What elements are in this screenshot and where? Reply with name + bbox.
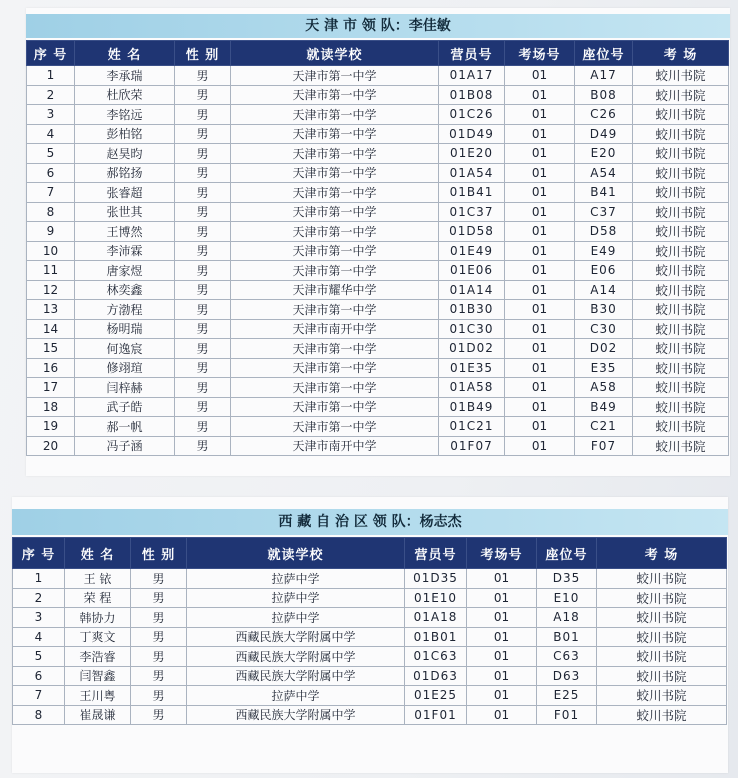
cell-school: 天津市第一中学 [231,66,439,86]
cell-venue: 蛟川书院 [633,319,729,339]
cell-index: 3 [27,105,75,125]
tibet-section [12,497,728,773]
table-row [27,241,729,261]
table-row [27,66,729,86]
cell-seat-no: A14 [575,280,633,300]
col-header-venue: 考 场 [597,538,727,569]
cell-seat-no: F07 [575,436,633,456]
cell-seat-no: E35 [575,358,633,378]
cell-gender: 男 [131,608,187,628]
cell-school: 天津市第一中学 [231,300,439,320]
col-header-seat-no: 座位号 [537,538,597,569]
cell-camper-id: 01F01 [405,705,467,725]
cell-school: 天津市第一中学 [231,85,439,105]
cell-camper-id: 01D02 [439,339,505,359]
cell-school: 拉萨中学 [187,588,405,608]
cell-index: 15 [27,339,75,359]
cell-school: 天津市第一中学 [231,378,439,398]
table-row [13,686,727,706]
cell-seat-no: B41 [575,183,633,203]
cell-index: 8 [27,202,75,222]
table-row [27,222,729,242]
cell-gender: 男 [175,105,231,125]
cell-seat-no: D58 [575,222,633,242]
cell-index: 5 [27,144,75,164]
cell-venue: 蛟川书院 [633,378,729,398]
cell-index: 16 [27,358,75,378]
cell-gender: 男 [175,280,231,300]
col-header-gender: 性 别 [175,41,231,66]
table-row [13,588,727,608]
cell-name: 方渤程 [75,300,175,320]
cell-index: 11 [27,261,75,281]
cell-index: 4 [13,627,65,647]
cell-venue: 蛟川书院 [633,300,729,320]
col-header-index: 序 号 [27,41,75,66]
cell-name: 杨明瑞 [75,319,175,339]
cell-school: 天津市第一中学 [231,202,439,222]
cell-gender: 男 [175,436,231,456]
cell-room-no: 01 [467,647,537,667]
cell-room-no: 01 [505,261,575,281]
cell-room-no: 01 [505,358,575,378]
cell-venue: 蛟川书院 [597,666,727,686]
cell-seat-no: E10 [537,588,597,608]
col-header-gender: 性 别 [131,538,187,569]
cell-camper-id: 01D63 [405,666,467,686]
cell-gender: 男 [175,66,231,86]
cell-camper-id: 01E20 [439,144,505,164]
cell-camper-id: 01B49 [439,397,505,417]
col-header-index: 序 号 [13,538,65,569]
cell-school: 天津市第一中学 [231,397,439,417]
cell-school: 天津市第一中学 [231,183,439,203]
cell-camper-id: 01B41 [439,183,505,203]
cell-gender: 男 [175,300,231,320]
cell-camper-id: 01D58 [439,222,505,242]
cell-gender: 男 [131,588,187,608]
cell-seat-no: E20 [575,144,633,164]
cell-seat-no: D02 [575,339,633,359]
cell-gender: 男 [175,202,231,222]
cell-camper-id: 01C37 [439,202,505,222]
cell-room-no: 01 [505,378,575,398]
table-row [13,608,727,628]
cell-index: 10 [27,241,75,261]
table-row [27,163,729,183]
roster-table [26,40,729,456]
cell-gender: 男 [175,163,231,183]
cell-name: 郝铭扬 [75,163,175,183]
cell-gender: 男 [131,627,187,647]
cell-gender: 男 [175,378,231,398]
cell-venue: 蛟川书院 [597,705,727,725]
cell-venue: 蛟川书院 [633,66,729,86]
cell-camper-id: 01D35 [405,569,467,589]
col-header-school: 就读学校 [187,538,405,569]
cell-gender: 男 [175,339,231,359]
cell-camper-id: 01A14 [439,280,505,300]
cell-seat-no: A18 [537,608,597,628]
cell-camper-id: 01E10 [405,588,467,608]
cell-school: 西藏民族大学附属中学 [187,627,405,647]
cell-name: 张睿超 [75,183,175,203]
cell-camper-id: 01E06 [439,261,505,281]
cell-venue: 蛟川书院 [633,436,729,456]
cell-school: 天津市第一中学 [231,105,439,125]
cell-seat-no: D35 [537,569,597,589]
cell-venue: 蛟川书院 [597,569,727,589]
table-row [27,261,729,281]
cell-venue: 蛟川书院 [633,124,729,144]
cell-seat-no: C37 [575,202,633,222]
cell-room-no: 01 [505,202,575,222]
table-row [13,627,727,647]
cell-index: 18 [27,397,75,417]
cell-venue: 蛟川书院 [597,627,727,647]
cell-seat-no: B08 [575,85,633,105]
table-row [13,705,727,725]
cell-school: 拉萨中学 [187,608,405,628]
cell-camper-id: 01A17 [439,66,505,86]
cell-venue: 蛟川书院 [633,417,729,437]
cell-index: 5 [13,647,65,667]
table-row [27,358,729,378]
cell-index: 6 [27,163,75,183]
cell-name: 郝一帆 [75,417,175,437]
cell-gender: 男 [175,144,231,164]
cell-venue: 蛟川书院 [633,397,729,417]
roster-table [12,537,727,725]
cell-camper-id: 01A54 [439,163,505,183]
cell-room-no: 01 [505,319,575,339]
cell-index: 1 [27,66,75,86]
cell-index: 1 [13,569,65,589]
table-row [27,183,729,203]
cell-seat-no: C21 [575,417,633,437]
cell-seat-no: D63 [537,666,597,686]
table-row [27,85,729,105]
cell-name: 闫智鑫 [65,666,131,686]
cell-seat-no: C63 [537,647,597,667]
section-title: 西 藏 自 治 区 领 队：杨志杰 [12,509,728,535]
cell-room-no: 01 [467,686,537,706]
cell-venue: 蛟川书院 [633,280,729,300]
cell-name: 王 铱 [65,569,131,589]
table-row [13,647,727,667]
cell-name: 张世其 [75,202,175,222]
cell-name: 唐家煜 [75,261,175,281]
cell-name: 荣 程 [65,588,131,608]
cell-name: 丁爽文 [65,627,131,647]
cell-room-no: 01 [467,627,537,647]
cell-name: 李铭远 [75,105,175,125]
cell-seat-no: D49 [575,124,633,144]
cell-gender: 男 [175,241,231,261]
cell-venue: 蛟川书院 [597,588,727,608]
cell-school: 天津市南开中学 [231,319,439,339]
cell-school: 西藏民族大学附属中学 [187,705,405,725]
cell-room-no: 01 [505,144,575,164]
cell-venue: 蛟川书院 [633,222,729,242]
col-header-room-no: 考场号 [467,538,537,569]
table-header-row [13,538,727,569]
cell-venue: 蛟川书院 [633,183,729,203]
section-title: 天 津 市 领 队：李佳敏 [26,14,730,38]
table-row [27,339,729,359]
cell-gender: 男 [131,569,187,589]
cell-seat-no: A58 [575,378,633,398]
cell-school: 天津市第一中学 [231,144,439,164]
cell-seat-no: C30 [575,319,633,339]
cell-venue: 蛟川书院 [633,202,729,222]
cell-camper-id: 01C26 [439,105,505,125]
table-row [13,569,727,589]
cell-room-no: 01 [505,280,575,300]
cell-index: 2 [27,85,75,105]
cell-camper-id: 01C30 [439,319,505,339]
cell-index: 13 [27,300,75,320]
cell-index: 7 [27,183,75,203]
cell-camper-id: 01D49 [439,124,505,144]
cell-school: 天津市第一中学 [231,163,439,183]
cell-name: 彭柏铭 [75,124,175,144]
cell-gender: 男 [175,85,231,105]
cell-room-no: 01 [467,705,537,725]
cell-school: 西藏民族大学附属中学 [187,666,405,686]
cell-name: 王博然 [75,222,175,242]
cell-school: 天津市第一中学 [231,241,439,261]
cell-school: 天津市第一中学 [231,124,439,144]
table-row [13,666,727,686]
table-row [27,300,729,320]
cell-seat-no: C26 [575,105,633,125]
cell-room-no: 01 [505,339,575,359]
cell-school: 天津市南开中学 [231,436,439,456]
cell-camper-id: 01B08 [439,85,505,105]
cell-index: 14 [27,319,75,339]
cell-room-no: 01 [505,163,575,183]
cell-index: 9 [27,222,75,242]
cell-school: 天津市耀华中学 [231,280,439,300]
cell-gender: 男 [175,222,231,242]
cell-room-no: 01 [467,666,537,686]
cell-venue: 蛟川书院 [633,261,729,281]
cell-camper-id: 01B01 [405,627,467,647]
cell-room-no: 01 [505,85,575,105]
cell-room-no: 01 [505,222,575,242]
cell-name: 李沛霖 [75,241,175,261]
cell-seat-no: A54 [575,163,633,183]
cell-gender: 男 [131,686,187,706]
cell-camper-id: 01C21 [439,417,505,437]
table-row [27,319,729,339]
cell-gender: 男 [175,183,231,203]
table-row [27,144,729,164]
col-header-camper-id: 营员号 [405,538,467,569]
table-row [27,378,729,398]
cell-camper-id: 01E35 [439,358,505,378]
col-header-room-no: 考场号 [505,41,575,66]
cell-seat-no: B01 [537,627,597,647]
cell-school: 天津市第一中学 [231,222,439,242]
cell-index: 12 [27,280,75,300]
cell-room-no: 01 [505,397,575,417]
cell-school: 天津市第一中学 [231,261,439,281]
cell-camper-id: 01F07 [439,436,505,456]
cell-seat-no: E25 [537,686,597,706]
cell-gender: 男 [175,358,231,378]
cell-venue: 蛟川书院 [633,105,729,125]
col-header-venue: 考 场 [633,41,729,66]
cell-school: 拉萨中学 [187,569,405,589]
cell-camper-id: 01A58 [439,378,505,398]
cell-gender: 男 [131,666,187,686]
cell-room-no: 01 [505,124,575,144]
table-row [27,280,729,300]
cell-seat-no: B30 [575,300,633,320]
cell-gender: 男 [131,647,187,667]
cell-gender: 男 [175,397,231,417]
cell-name: 赵昊昀 [75,144,175,164]
cell-gender: 男 [175,124,231,144]
cell-index: 8 [13,705,65,725]
table-row [27,202,729,222]
col-header-seat-no: 座位号 [575,41,633,66]
cell-school: 天津市第一中学 [231,417,439,437]
cell-camper-id: 01C63 [405,647,467,667]
cell-name: 冯子涵 [75,436,175,456]
cell-index: 7 [13,686,65,706]
cell-name: 武子皓 [75,397,175,417]
col-header-name: 姓 名 [65,538,131,569]
cell-name: 李承瑞 [75,66,175,86]
cell-gender: 男 [175,417,231,437]
cell-name: 崔晟谦 [65,705,131,725]
cell-venue: 蛟川书院 [633,144,729,164]
cell-name: 林奕鑫 [75,280,175,300]
cell-index: 2 [13,588,65,608]
cell-venue: 蛟川书院 [633,163,729,183]
cell-gender: 男 [175,261,231,281]
cell-name: 杜欣荣 [75,85,175,105]
cell-index: 19 [27,417,75,437]
cell-room-no: 01 [505,183,575,203]
table-row [27,397,729,417]
col-header-name: 姓 名 [75,41,175,66]
col-header-school: 就读学校 [231,41,439,66]
cell-venue: 蛟川书院 [633,85,729,105]
cell-index: 6 [13,666,65,686]
cell-room-no: 01 [467,608,537,628]
table-row [27,417,729,437]
cell-index: 4 [27,124,75,144]
cell-school: 天津市第一中学 [231,358,439,378]
cell-name: 李浩睿 [65,647,131,667]
cell-venue: 蛟川书院 [597,686,727,706]
cell-camper-id: 01E25 [405,686,467,706]
cell-room-no: 01 [505,66,575,86]
cell-school: 西藏民族大学附属中学 [187,647,405,667]
cell-room-no: 01 [505,300,575,320]
cell-gender: 男 [131,705,187,725]
cell-index: 17 [27,378,75,398]
cell-room-no: 01 [505,417,575,437]
cell-name: 韩协力 [65,608,131,628]
cell-room-no: 01 [467,569,537,589]
cell-room-no: 01 [505,105,575,125]
cell-seat-no: E49 [575,241,633,261]
cell-camper-id: 01E49 [439,241,505,261]
cell-venue: 蛟川书院 [633,339,729,359]
cell-room-no: 01 [505,436,575,456]
table-header-row [27,41,729,66]
cell-seat-no: F01 [537,705,597,725]
cell-room-no: 01 [505,241,575,261]
col-header-camper-id: 营员号 [439,41,505,66]
cell-seat-no: B49 [575,397,633,417]
table-row [27,436,729,456]
cell-school: 天津市第一中学 [231,339,439,359]
cell-seat-no: A17 [575,66,633,86]
cell-gender: 男 [175,319,231,339]
cell-name: 闫梓赫 [75,378,175,398]
cell-index: 3 [13,608,65,628]
cell-venue: 蛟川书院 [633,241,729,261]
cell-venue: 蛟川书院 [597,647,727,667]
cell-seat-no: E06 [575,261,633,281]
cell-name: 何逸宸 [75,339,175,359]
cell-name: 王川粤 [65,686,131,706]
cell-camper-id: 01A18 [405,608,467,628]
table-row [27,105,729,125]
cell-school: 拉萨中学 [187,686,405,706]
tianjin-section [26,8,730,476]
cell-room-no: 01 [467,588,537,608]
cell-name: 修翊瑄 [75,358,175,378]
cell-venue: 蛟川书院 [633,358,729,378]
table-row [27,124,729,144]
cell-venue: 蛟川书院 [597,608,727,628]
cell-index: 20 [27,436,75,456]
cell-camper-id: 01B30 [439,300,505,320]
